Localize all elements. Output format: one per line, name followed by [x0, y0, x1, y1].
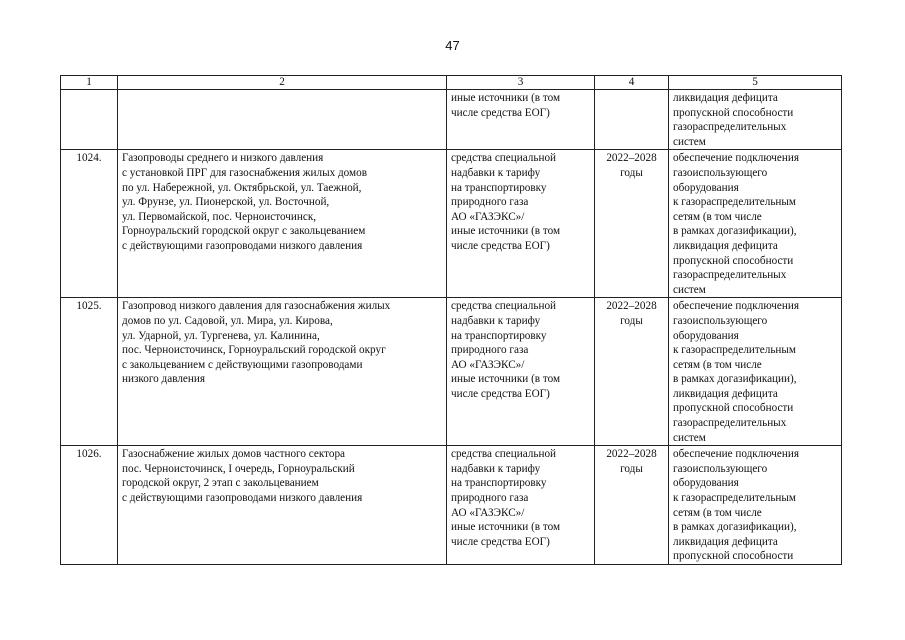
object-name-cell: Газопроводы среднего и низкого давления с установкой ПРГ для газоснабжения жилых домов по ул. Набережной, ул. Октябрьской, ул. Таежной, ул. Фрунзе, ул. Пионерской, ул. Восточной, ул. Первомайской, пос. Черноисточинск, Горноуральский городской округ с закольцеванием с действующими газопроводами низкого давления — [118, 150, 447, 298]
period-cell — [595, 90, 669, 150]
projects-table — [60, 75, 842, 565]
column-header: 2 — [118, 76, 447, 90]
table-row — [61, 90, 842, 150]
row-number-cell — [61, 90, 118, 150]
column-header: 4 — [595, 76, 669, 90]
funding-source-cell: средства специальной надбавки к тарифу на транспортировку природного газа АО «ГАЗЭКС»/ иные источники (в том числе средства ЕОГ) — [447, 446, 595, 565]
row-number-cell: 1026. — [61, 446, 118, 565]
object-name-cell: Газоснабжение жилых домов частного сектора пос. Черноисточинск, I очередь, Горноуральский городской округ, 2 этап с закольцеванием с действующими газопроводами низкого давления — [118, 446, 447, 565]
funding-source-cell: средства специальной надбавки к тарифу на транспортировку природного газа АО «ГАЗЭКС»/ иные источники (в том числе средства ЕОГ) — [447, 150, 595, 298]
page-number: 47 — [445, 38, 460, 53]
period-cell: 2022–2028 годы — [595, 446, 669, 565]
row-number-cell: 1024. — [61, 150, 118, 298]
goal-cell: ликвидация дефицита пропускной способности газораспределительных систем — [669, 90, 842, 150]
goal-cell: обеспечение подключения газоиспользующего оборудования к газораспределительным сетям (в том числе в рамках догазификации), ликвидация дефицита пропускной способности газораспределительных систем — [669, 150, 842, 298]
column-header: 1 — [61, 76, 118, 90]
table-row — [61, 298, 842, 446]
column-header: 3 — [447, 76, 595, 90]
row-number-cell: 1025. — [61, 298, 118, 446]
period-cell: 2022–2028 годы — [595, 150, 669, 298]
table-header-row — [61, 76, 842, 90]
column-header: 5 — [669, 76, 842, 90]
table-row — [61, 150, 842, 298]
goal-cell: обеспечение подключения газоиспользующего оборудования к газораспределительным сетям (в том числе в рамках догазификации), ликвидация дефицита пропускной способности газораспределительных систем — [669, 298, 842, 446]
goal-cell: обеспечение подключения газоиспользующего оборудования к газораспределительным сетям (в том числе в рамках догазификации), ликвидация дефицита пропускной способности — [669, 446, 842, 565]
object-name-cell: Газопровод низкого давления для газоснабжения жилых домов по ул. Садовой, ул. Мира, ул. Кирова, ул. Ударной, ул. Тургенева, ул. Калинина, пос. Черноисточинск, Горноуральский городской округ с закольцеванием с действующими газопроводами низкого давления — [118, 298, 447, 446]
object-name-cell — [118, 90, 447, 150]
funding-source-cell: иные источники (в том числе средства ЕОГ) — [447, 90, 595, 150]
funding-source-cell: средства специальной надбавки к тарифу на транспортировку природного газа АО «ГАЗЭКС»/ иные источники (в том числе средства ЕОГ) — [447, 298, 595, 446]
table-row — [61, 446, 842, 565]
period-cell: 2022–2028 годы — [595, 298, 669, 446]
